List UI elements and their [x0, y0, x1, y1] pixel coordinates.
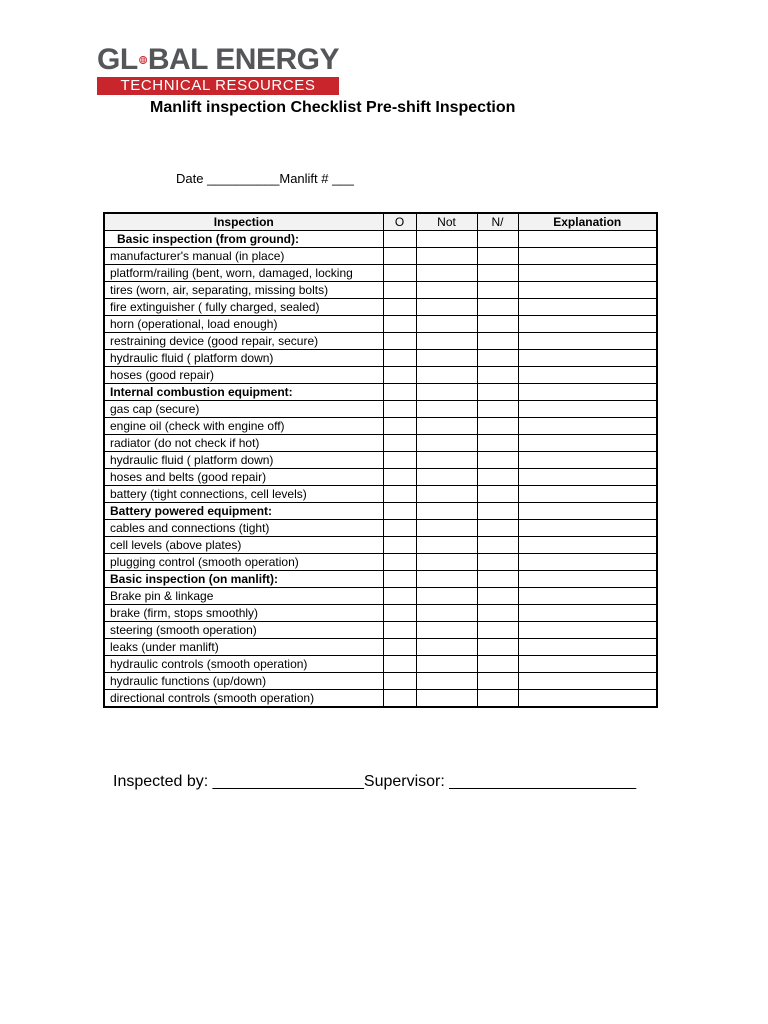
inspection-item-label: radiator (do not check if hot) — [104, 435, 383, 452]
not-ok-cell[interactable] — [416, 537, 477, 554]
explanation-cell[interactable] — [518, 673, 657, 690]
na-cell[interactable] — [477, 622, 518, 639]
not-ok-cell[interactable] — [416, 367, 477, 384]
inspection-item-label: hydraulic controls (smooth operation) — [104, 656, 383, 673]
not-ok-cell[interactable] — [416, 418, 477, 435]
not-ok-cell[interactable] — [416, 435, 477, 452]
table-header-row — [104, 213, 657, 231]
inspection-item-label: fire extinguisher ( fully charged, sealed) — [104, 299, 383, 316]
na-cell[interactable] — [477, 452, 518, 469]
inspection-item-label: hoses (good repair) — [104, 367, 383, 384]
inspection-item-label: gas cap (secure) — [104, 401, 383, 418]
ok-cell[interactable] — [383, 656, 416, 673]
ok-cell[interactable] — [383, 639, 416, 656]
inspection-item-label: restraining device (good repair, secure) — [104, 333, 383, 350]
na-cell[interactable] — [477, 503, 518, 520]
inspection-checklist-table — [103, 212, 658, 708]
not-ok-cell[interactable] — [416, 486, 477, 503]
not-ok-cell[interactable] — [416, 503, 477, 520]
table-row — [104, 469, 657, 486]
table-row — [104, 673, 657, 690]
explanation-cell[interactable] — [518, 265, 657, 282]
explanation-cell[interactable] — [518, 248, 657, 265]
logo-name-part2: BAL ENERGY — [147, 43, 339, 76]
ok-cell[interactable] — [383, 367, 416, 384]
table-row — [104, 282, 657, 299]
na-cell[interactable] — [477, 367, 518, 384]
explanation-cell[interactable] — [518, 367, 657, 384]
inspection-item-label: hoses and belts (good repair) — [104, 469, 383, 486]
table-row — [104, 486, 657, 503]
ok-cell[interactable] — [383, 231, 416, 248]
inspection-item-label: Brake pin & linkage — [104, 588, 383, 605]
ok-cell[interactable] — [383, 605, 416, 622]
ok-cell[interactable] — [383, 554, 416, 571]
header-not-ok: Not — [416, 213, 477, 231]
table-row — [104, 299, 657, 316]
explanation-cell[interactable] — [518, 622, 657, 639]
na-cell[interactable] — [477, 231, 518, 248]
na-cell[interactable] — [477, 316, 518, 333]
explanation-cell[interactable] — [518, 469, 657, 486]
not-ok-cell[interactable] — [416, 656, 477, 673]
table-row — [104, 231, 657, 248]
not-ok-cell[interactable] — [416, 384, 477, 401]
header-na: N/ — [477, 213, 518, 231]
inspection-item-label: engine oil (check with engine off) — [104, 418, 383, 435]
signature-line: Inspected by: _________________Supervisor: _____________________ — [113, 773, 637, 790]
table-row — [104, 418, 657, 435]
explanation-cell[interactable] — [518, 282, 657, 299]
ok-cell[interactable] — [383, 384, 416, 401]
not-ok-cell[interactable] — [416, 690, 477, 708]
explanation-cell[interactable] — [518, 503, 657, 520]
explanation-cell[interactable] — [518, 333, 657, 350]
ok-cell[interactable] — [383, 299, 416, 316]
not-ok-cell[interactable] — [416, 639, 477, 656]
inspection-item-label: manufacturer's manual (in place) — [104, 248, 383, 265]
table-row — [104, 656, 657, 673]
not-ok-cell[interactable] — [416, 316, 477, 333]
table-row — [104, 265, 657, 282]
explanation-cell[interactable] — [518, 384, 657, 401]
not-ok-cell[interactable] — [416, 469, 477, 486]
na-cell[interactable] — [477, 537, 518, 554]
ok-cell[interactable] — [383, 248, 416, 265]
table-row — [104, 401, 657, 418]
table-row — [104, 690, 657, 708]
not-ok-cell[interactable] — [416, 571, 477, 588]
na-cell[interactable] — [477, 571, 518, 588]
ok-cell[interactable] — [383, 469, 416, 486]
not-ok-cell[interactable] — [416, 299, 477, 316]
na-cell[interactable] — [477, 690, 518, 708]
ok-cell[interactable] — [383, 673, 416, 690]
na-cell[interactable] — [477, 639, 518, 656]
explanation-cell[interactable] — [518, 588, 657, 605]
table-row — [104, 248, 657, 265]
inspection-item-label: leaks (under manlift) — [104, 639, 383, 656]
not-ok-cell[interactable] — [416, 265, 477, 282]
ok-cell[interactable] — [383, 690, 416, 708]
na-cell[interactable] — [477, 486, 518, 503]
na-cell[interactable] — [477, 588, 518, 605]
na-cell[interactable] — [477, 605, 518, 622]
table-row — [104, 639, 657, 656]
explanation-cell[interactable] — [518, 231, 657, 248]
date-manlift-line: Date __________Manlift # ___ — [176, 171, 354, 186]
not-ok-cell[interactable] — [416, 452, 477, 469]
inspection-item-label: hydraulic fluid ( platform down) — [104, 452, 383, 469]
not-ok-cell[interactable] — [416, 673, 477, 690]
header-inspection: Inspection — [104, 213, 383, 231]
checklist-body — [104, 231, 657, 708]
explanation-cell[interactable] — [518, 639, 657, 656]
na-cell[interactable] — [477, 282, 518, 299]
section-heading: Basic inspection (from ground): — [104, 231, 383, 248]
table-row — [104, 605, 657, 622]
ok-cell[interactable] — [383, 537, 416, 554]
ok-cell[interactable] — [383, 265, 416, 282]
table-row — [104, 554, 657, 571]
inspection-item-label: hydraulic fluid ( platform down) — [104, 350, 383, 367]
ok-cell[interactable] — [383, 503, 416, 520]
section-heading: Battery powered equipment: — [104, 503, 383, 520]
explanation-cell[interactable] — [518, 452, 657, 469]
ok-cell[interactable] — [383, 418, 416, 435]
section-heading: Basic inspection (on manlift): — [104, 571, 383, 588]
na-cell[interactable] — [477, 265, 518, 282]
inspection-item-label: cables and connections (tight) — [104, 520, 383, 537]
not-ok-cell[interactable] — [416, 350, 477, 367]
ok-cell[interactable] — [383, 452, 416, 469]
section-heading: Internal combustion equipment: — [104, 384, 383, 401]
na-cell[interactable] — [477, 469, 518, 486]
explanation-cell[interactable] — [518, 605, 657, 622]
ok-cell[interactable] — [383, 520, 416, 537]
ok-cell[interactable] — [383, 622, 416, 639]
table-row — [104, 384, 657, 401]
not-ok-cell[interactable] — [416, 333, 477, 350]
header-ok: O — [383, 213, 416, 231]
inspection-item-label: hydraulic functions (up/down) — [104, 673, 383, 690]
inspection-item-label: horn (operational, load enough) — [104, 316, 383, 333]
na-cell[interactable] — [477, 333, 518, 350]
na-cell[interactable] — [477, 350, 518, 367]
explanation-cell[interactable] — [518, 316, 657, 333]
explanation-cell[interactable] — [518, 418, 657, 435]
table-row — [104, 571, 657, 588]
na-cell[interactable] — [477, 299, 518, 316]
explanation-cell[interactable] — [518, 435, 657, 452]
logo-name-part1: GL — [97, 43, 138, 76]
explanation-cell[interactable] — [518, 571, 657, 588]
inspection-item-label: directional controls (smooth operation) — [104, 690, 383, 708]
inspection-item-label: platform/railing (bent, worn, damaged, locking — [104, 265, 383, 282]
inspection-item-label: brake (firm, stops smoothly) — [104, 605, 383, 622]
ok-cell[interactable] — [383, 282, 416, 299]
table-row — [104, 316, 657, 333]
not-ok-cell[interactable] — [416, 588, 477, 605]
inspection-item-label: cell levels (above plates) — [104, 537, 383, 554]
explanation-cell[interactable] — [518, 656, 657, 673]
table-row — [104, 367, 657, 384]
inspection-item-label: tires (worn, air, separating, missing bolts) — [104, 282, 383, 299]
explanation-cell[interactable] — [518, 401, 657, 418]
table-row — [104, 350, 657, 367]
table-row — [104, 520, 657, 537]
table-row — [104, 588, 657, 605]
explanation-cell[interactable] — [518, 486, 657, 503]
ok-cell[interactable] — [383, 435, 416, 452]
not-ok-cell[interactable] — [416, 605, 477, 622]
na-cell[interactable] — [477, 520, 518, 537]
table-row — [104, 452, 657, 469]
not-ok-cell[interactable] — [416, 554, 477, 571]
inspection-item-label: steering (smooth operation) — [104, 622, 383, 639]
table-row — [104, 503, 657, 520]
table-row — [104, 435, 657, 452]
inspection-item-label: battery (tight connections, cell levels) — [104, 486, 383, 503]
logo-tagline: TECHNICAL RESOURCES — [97, 77, 339, 95]
inspection-item-label: plugging control (smooth operation) — [104, 554, 383, 571]
not-ok-cell[interactable] — [416, 520, 477, 537]
not-ok-cell[interactable] — [416, 282, 477, 299]
na-cell[interactable] — [477, 401, 518, 418]
explanation-cell[interactable] — [518, 350, 657, 367]
ok-cell[interactable] — [383, 316, 416, 333]
logo-wordmark — [97, 44, 339, 76]
ok-cell[interactable] — [383, 333, 416, 350]
not-ok-cell[interactable] — [416, 248, 477, 265]
table-row — [104, 333, 657, 350]
na-cell[interactable] — [477, 554, 518, 571]
explanation-cell[interactable] — [518, 690, 657, 708]
na-cell[interactable] — [477, 656, 518, 673]
not-ok-cell[interactable] — [416, 401, 477, 418]
header-explanation: Explanation — [518, 213, 657, 231]
explanation-cell[interactable] — [518, 520, 657, 537]
na-cell[interactable] — [477, 435, 518, 452]
ok-cell[interactable] — [383, 571, 416, 588]
not-ok-cell[interactable] — [416, 231, 477, 248]
table-row — [104, 622, 657, 639]
ok-cell[interactable] — [383, 486, 416, 503]
na-cell[interactable] — [477, 673, 518, 690]
document-title: Manlift inspection Checklist Pre-shift Inspection — [150, 99, 516, 116]
explanation-cell[interactable] — [518, 554, 657, 571]
globe-icon — [139, 47, 147, 73]
not-ok-cell[interactable] — [416, 622, 477, 639]
explanation-cell[interactable] — [518, 299, 657, 316]
table-row — [104, 537, 657, 554]
na-cell[interactable] — [477, 418, 518, 435]
company-logo — [97, 44, 339, 95]
ok-cell[interactable] — [383, 401, 416, 418]
na-cell[interactable] — [477, 384, 518, 401]
ok-cell[interactable] — [383, 350, 416, 367]
explanation-cell[interactable] — [518, 537, 657, 554]
ok-cell[interactable] — [383, 588, 416, 605]
na-cell[interactable] — [477, 248, 518, 265]
